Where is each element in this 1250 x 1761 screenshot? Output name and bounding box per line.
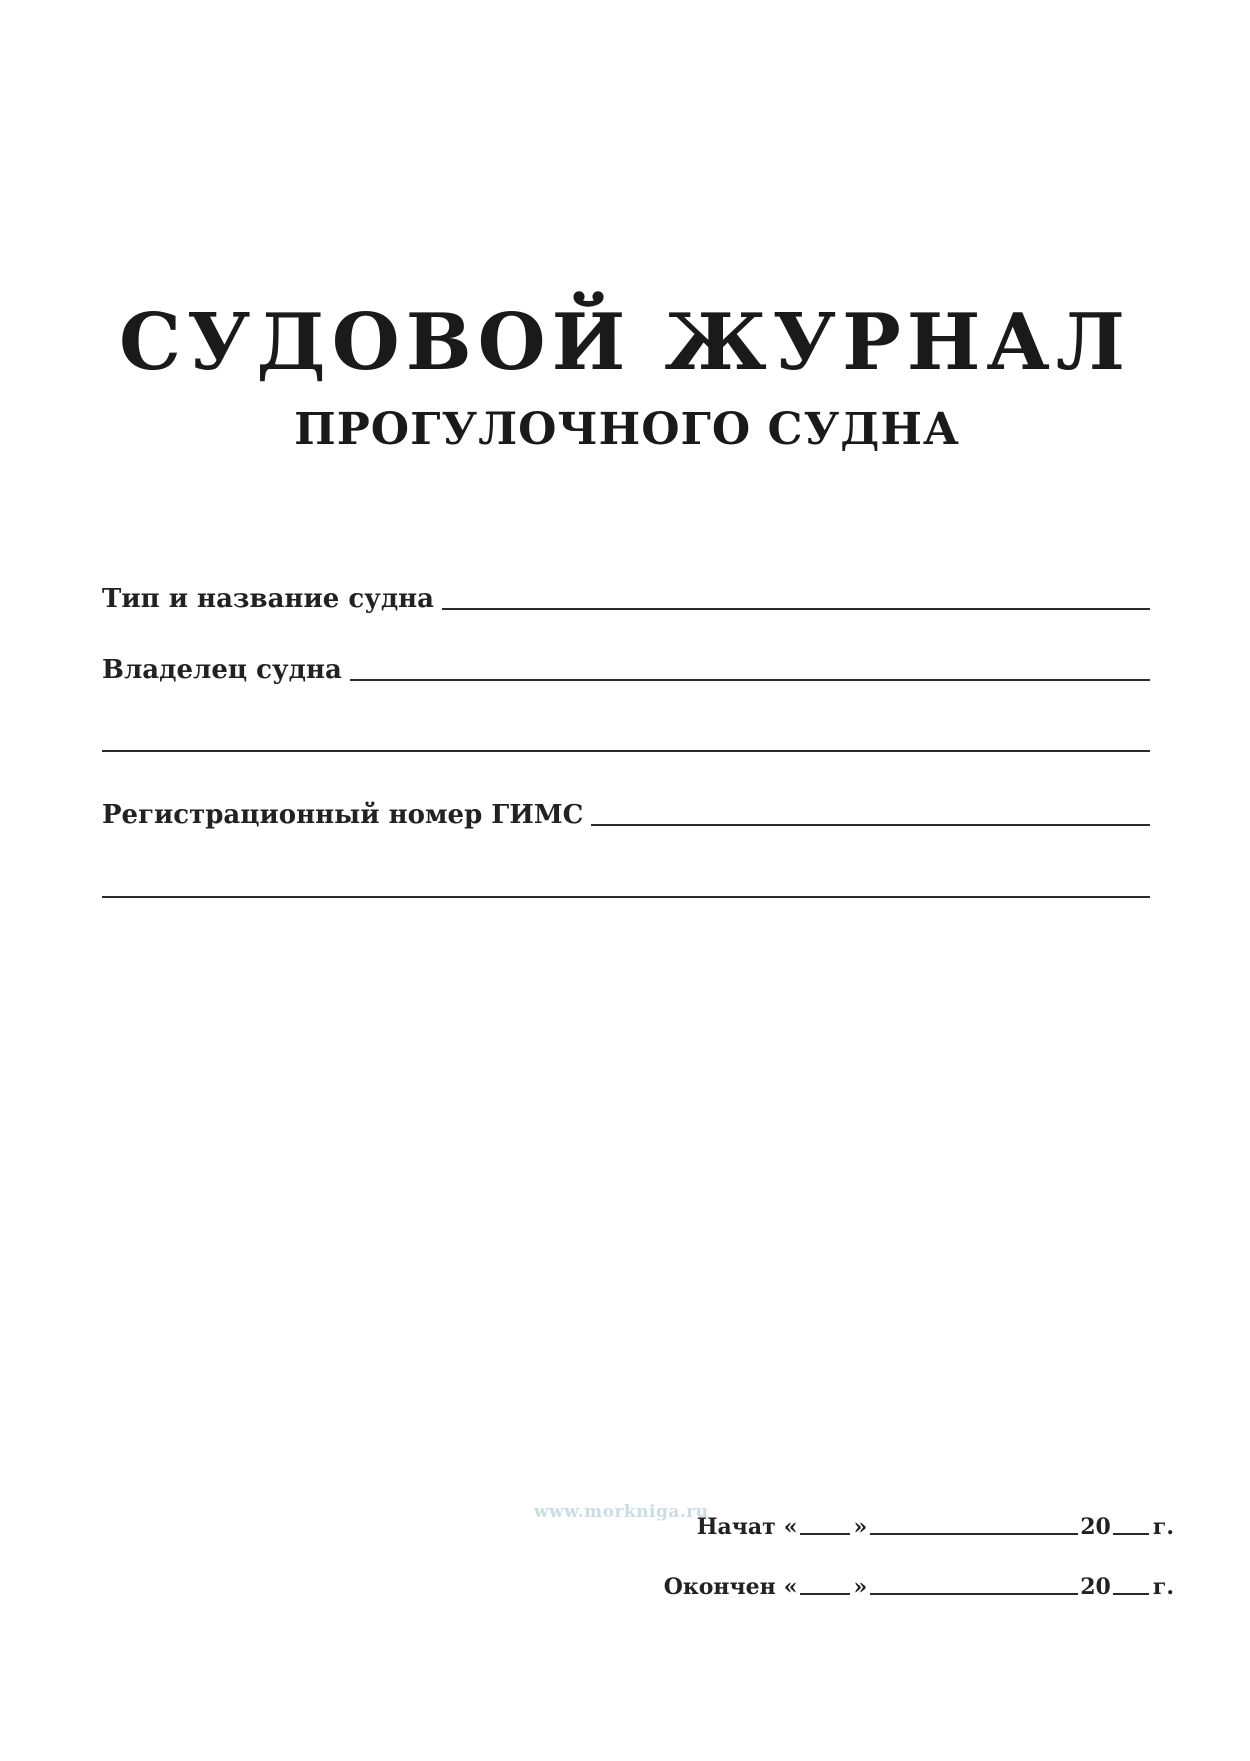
document-title: СУДОВОЙ ЖУРНАЛ (119, 297, 1131, 388)
owner-continuation-line[interactable] (102, 750, 1150, 752)
started-year-blank[interactable] (1113, 1533, 1149, 1535)
gims-reg-number-line[interactable] (591, 824, 1150, 826)
owner-line[interactable] (350, 679, 1150, 681)
ended-year-suffix: г. (1152, 1574, 1174, 1600)
started-open-quote: « (783, 1514, 798, 1540)
owner-continuation-row (102, 720, 1150, 756)
website-watermark: www.morkniga.ru (534, 1502, 709, 1522)
started-date-line (697, 1516, 1174, 1538)
vessel-type-name-line[interactable] (442, 608, 1150, 610)
gims-reg-number-row (102, 794, 1150, 830)
ended-date-line (664, 1576, 1174, 1598)
document-subtitle: ПРОГУЛОЧНОГО СУДНА (294, 404, 960, 455)
started-label: Начат (696, 1514, 776, 1540)
started-century: 20 (1080, 1514, 1111, 1540)
ended-label: Окончен (663, 1574, 776, 1600)
vessel-type-name-row (102, 578, 1150, 614)
ended-year-blank[interactable] (1113, 1593, 1149, 1595)
ended-month-blank[interactable] (870, 1593, 1078, 1595)
gims-continuation-line[interactable] (102, 896, 1150, 898)
started-month-blank[interactable] (870, 1533, 1078, 1535)
vessel-type-name-label: Тип и название судна (102, 584, 435, 614)
started-close-quote: » (853, 1514, 868, 1540)
ended-century: 20 (1080, 1574, 1111, 1600)
started-day-blank[interactable] (800, 1533, 850, 1535)
started-year-suffix: г. (1152, 1514, 1174, 1540)
owner-row (102, 649, 1150, 685)
gims-reg-number-label: Регистрационный номер ГИМС (102, 800, 584, 830)
owner-label: Владелец судна (102, 655, 342, 685)
ended-close-quote: » (853, 1574, 868, 1600)
ended-open-quote: « (783, 1574, 798, 1600)
gims-continuation-row (102, 866, 1150, 902)
ended-day-blank[interactable] (800, 1593, 850, 1595)
